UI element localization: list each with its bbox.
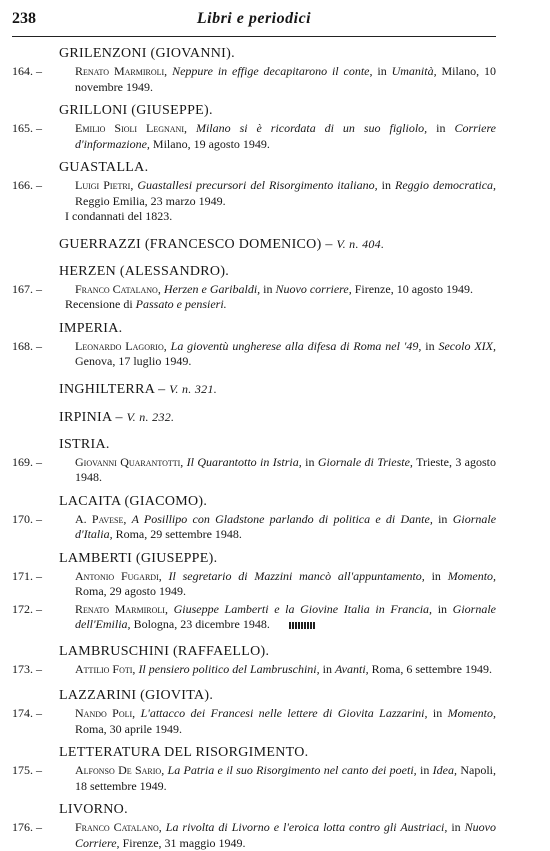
heading-text: INGHILTERRA – xyxy=(59,381,166,397)
subject-heading: LIVORNO. xyxy=(59,802,128,817)
bibliography-entry xyxy=(12,602,496,633)
entry-in: in xyxy=(322,661,332,676)
entry-author: Attilio Foti, xyxy=(75,661,136,676)
entry-publication: Giornale d'Italia, xyxy=(75,511,497,541)
subject-heading xyxy=(12,409,496,426)
entry-number: 166. – xyxy=(12,178,42,192)
entry-title: Neppure in effige decapitarono il conte, xyxy=(172,64,373,78)
subject-heading: HERZEN (ALESSANDRO). xyxy=(59,263,230,279)
entry-author: Renato Marmiroli, xyxy=(75,64,168,78)
subject-heading: LAMBRUSCHINI (RAFFAELLO). xyxy=(59,643,270,659)
page-number: 238 xyxy=(12,10,36,27)
entry-in: in xyxy=(436,121,446,135)
entry-publication: Avanti, xyxy=(335,661,369,676)
entry-number: 175. – xyxy=(12,763,42,777)
entry-place-date: Milano, 10 novembre 1949. xyxy=(75,64,497,94)
entry-place-date: Reggio Emilia, 23 marzo 1949. xyxy=(75,193,226,208)
bibliography-list xyxy=(12,44,496,851)
entry-number: 171. – xyxy=(12,568,42,583)
entry-number: 164. – xyxy=(12,64,42,78)
entry-place-date: Trieste, 3 agosto 1948. xyxy=(75,454,497,484)
entry-place-date: Roma, 29 agosto 1949. xyxy=(75,584,186,598)
bibliography-entry xyxy=(12,820,496,851)
entry-publication: Reggio democratica, xyxy=(395,178,497,192)
entry-in: in xyxy=(420,763,430,777)
entry-title: La rivolta di Livorno e l'eroica lotta contro gli Austriaci, xyxy=(165,820,448,834)
bibliography-entry xyxy=(12,282,496,298)
entry-author: Antonio Fugardi, xyxy=(75,568,162,583)
entry-publication: Giornale dell'Emilia, xyxy=(75,601,497,631)
entry-author: Emilio Sioli Legnani, xyxy=(75,121,187,135)
entry-in: in xyxy=(425,338,435,353)
note-title: Passato e pensieri. xyxy=(135,297,227,311)
bibliography-entry xyxy=(12,706,496,737)
entry-number: 168. – xyxy=(12,338,42,353)
entry-publication: Momento, xyxy=(447,568,497,583)
heading-text: IRPINIA – xyxy=(59,409,123,425)
entry-author: Nando Poli, xyxy=(75,706,136,720)
entry-note: I condannati del 1823. xyxy=(65,209,173,223)
note-prefix: Recensione di xyxy=(65,297,133,311)
subject-heading: LETTERATURA DEL RISORGIMENTO. xyxy=(59,745,309,760)
entry-author: Renato Marmiroli, xyxy=(75,601,168,616)
entry-in: in xyxy=(377,64,387,78)
bibliography-entry xyxy=(12,64,496,95)
entry-in: in xyxy=(263,281,273,296)
entry-title: A Posillipo con Gladstone parlando di politica e di Dante, xyxy=(131,511,433,526)
entry-title: L'attacco dei Francesi nelle lettere di Giovita Lazzarini, xyxy=(140,706,428,720)
entry-title: Milano si è ricordata di un suo figliolo, xyxy=(195,121,428,135)
subject-heading: LAZZARINI (GIOVITA). xyxy=(59,688,214,703)
entry-number: 176. – xyxy=(12,820,42,834)
header-rule xyxy=(12,36,496,37)
entry-title: Herzen e Garibaldi, xyxy=(163,281,261,296)
entry-number: 170. – xyxy=(12,511,42,526)
entry-publication: Giornale di Trieste, xyxy=(317,454,413,469)
entry-title: La gioventù ungherese alla difesa di Roma nel '49, xyxy=(170,338,422,353)
subject-heading: GUASTALLA. xyxy=(59,160,149,175)
entry-author: Luigi Pietri, xyxy=(75,178,134,192)
subject-heading xyxy=(12,381,496,398)
entry-place-date: Genova, 17 luglio 1949. xyxy=(75,354,192,368)
bibliography-entry xyxy=(12,512,496,543)
entry-number: 169. – xyxy=(12,454,42,469)
entry-in: in xyxy=(381,178,391,192)
entry-title: La Patria e il suo Risorgimento nel canto dei poeti, xyxy=(167,763,417,777)
entry-number: 165. – xyxy=(12,121,42,135)
running-title: Libri e periodici xyxy=(196,10,312,27)
entry-number: 167. – xyxy=(12,281,42,296)
bibliography-entry xyxy=(12,339,496,370)
entry-place-date: Roma, 6 settembre 1949. xyxy=(371,661,492,676)
entry-number: 172. – xyxy=(12,601,42,616)
entry-place-date: Milano, 19 agosto 1949. xyxy=(152,136,270,151)
subject-heading xyxy=(12,236,496,253)
entry-publication: Umanità, xyxy=(391,64,437,78)
subject-heading: ISTRIA. xyxy=(59,436,110,452)
entry-author: A. Pavese, xyxy=(75,511,127,526)
entry-in: in xyxy=(451,820,461,834)
entry-place-date: Firenze, 31 maggio 1949. xyxy=(122,835,246,850)
subject-heading: LACAITA (GIACOMO). xyxy=(59,493,208,509)
heading-text: GUERRAZZI (FRANCESCO DOMENICO) – xyxy=(59,236,333,252)
entry-title: Giuseppe Lamberti e la Giovine Italia in Francia, xyxy=(173,601,433,616)
bibliography-entry xyxy=(12,569,496,600)
entry-place-date: Firenze, 10 agosto 1949. xyxy=(354,281,474,296)
entry-publication: Nuovo Corriere, xyxy=(75,820,497,850)
entry-in: in xyxy=(438,511,448,526)
bibliography-entry xyxy=(12,763,496,794)
entry-author: Alfonso De Sario, xyxy=(75,763,165,777)
entry-place-date: Roma, 29 settembre 1948. xyxy=(115,527,242,541)
entry-in: in xyxy=(432,706,443,720)
entry-place-date: Roma, 30 aprile 1949. xyxy=(75,721,182,736)
bibliography-entry xyxy=(12,121,496,152)
entry-place-date: Bologna, 23 dicembre 1948. xyxy=(133,617,270,631)
entry-in: in xyxy=(305,454,315,469)
bibliography-entry xyxy=(12,178,496,209)
entry-title: Guastallesi precursori del Risorgimento italiano, xyxy=(137,178,378,192)
entry-publication: Momento, xyxy=(447,706,496,720)
subject-heading: LAMBERTI (GIUSEPPE). xyxy=(59,550,218,566)
entry-title: Il segretario di Mazzini mancò all'appuntamento, xyxy=(168,568,425,583)
entry-publication: Nuovo corriere, xyxy=(275,281,352,296)
entry-author: Franco Catalano, xyxy=(75,281,161,296)
entry-title: Il pensiero politico del Lambruschini, xyxy=(138,661,320,676)
subject-heading: IMPERIA. xyxy=(59,320,123,336)
entry-author: Leonardo Lagorio, xyxy=(75,338,167,353)
running-header xyxy=(12,10,496,32)
subject-heading: GRILLONI (GIUSEPPE). xyxy=(59,103,213,118)
entry-number: 174. – xyxy=(12,706,42,720)
entry-publication: Idea, xyxy=(432,763,457,777)
entry-author: Franco Catalano, xyxy=(75,820,162,834)
entry-title: Il Quarantotto in Istria, xyxy=(186,454,302,469)
entry-note xyxy=(12,297,496,313)
cross-reference: V. n. 232. xyxy=(126,409,175,424)
entry-author: Giovanni Quarantotti, xyxy=(75,454,184,469)
entry-publication: Corriere d'informazione, xyxy=(75,121,496,151)
entry-publication: Secolo XIX, xyxy=(438,338,496,353)
cross-reference: V. n. 404. xyxy=(336,236,385,251)
entry-in: in xyxy=(431,568,441,583)
entry-number: 173. – xyxy=(12,661,42,676)
subject-heading: GRILENZONI (GIOVANNI). xyxy=(59,46,235,61)
bibliography-entry xyxy=(12,455,496,486)
entry-in: in xyxy=(437,601,448,616)
entry-place-date: Napoli, 18 settembre 1949. xyxy=(75,763,496,793)
cross-reference: V. n. 321. xyxy=(169,381,218,396)
ink-smudge xyxy=(289,622,315,629)
bibliography-entry xyxy=(12,662,496,678)
